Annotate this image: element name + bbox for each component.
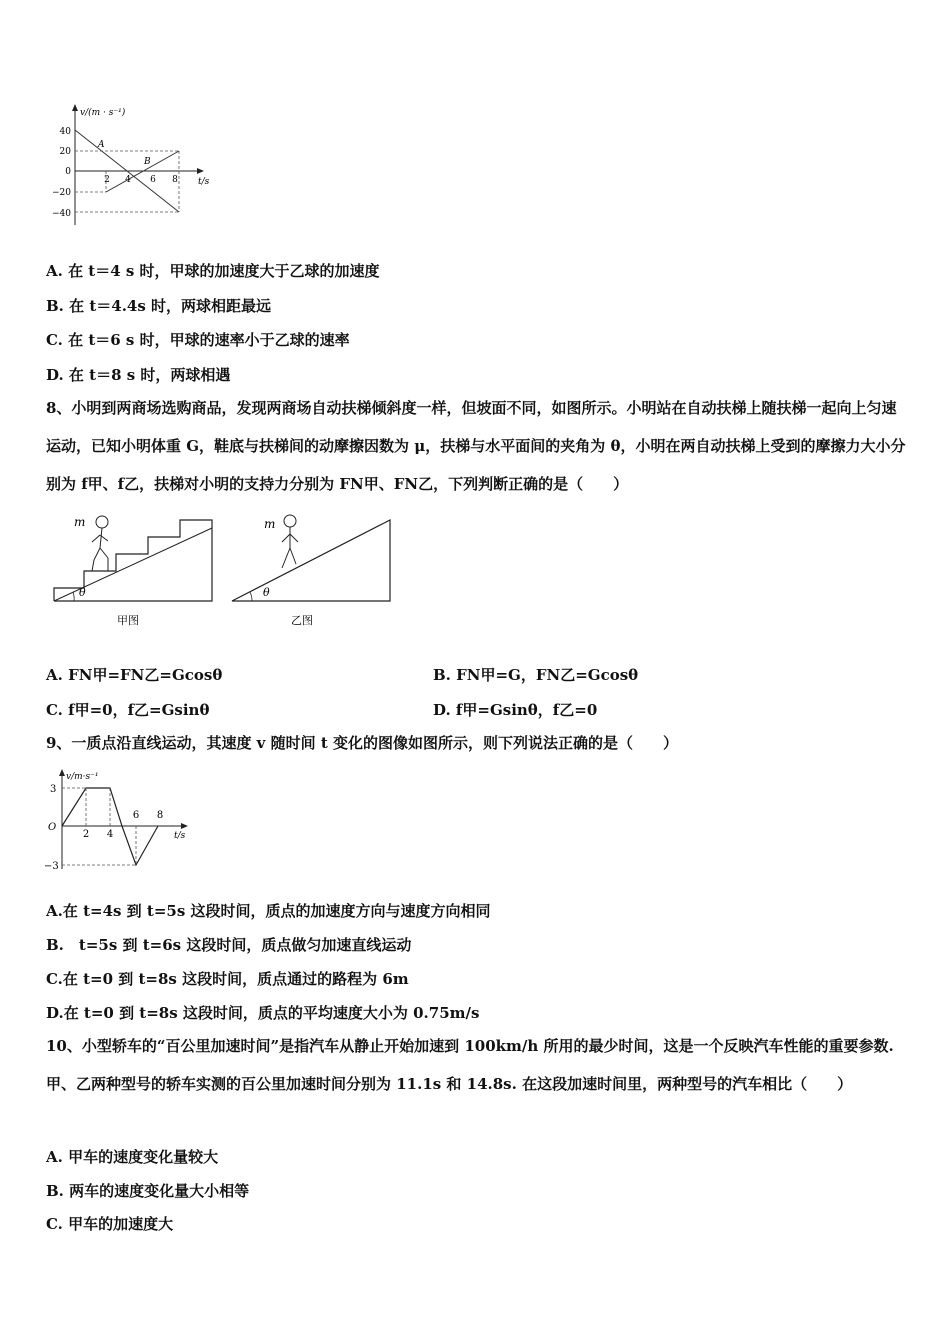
xtick-8: 8 — [156, 810, 164, 821]
xtick-4: 4 — [125, 175, 131, 185]
xtick-6: 6 — [132, 810, 140, 821]
fig-caption-right: 乙图 — [291, 614, 313, 627]
escalator-steps-figure — [54, 515, 212, 627]
xtick-2: 2 — [104, 175, 110, 185]
q7-option-a: A. 在 t＝4 s 时，甲球的加速度大于乙球的加速度 — [46, 262, 380, 280]
xtick-6: 6 — [150, 175, 156, 185]
y-axis-arrow — [72, 104, 78, 111]
angle-arc-right — [250, 592, 252, 601]
q10-option-a: A. 甲车的速度变化量较大 — [46, 1148, 219, 1166]
q7-option-d: D. 在 t＝8 s 时，两球相遇 — [46, 366, 231, 384]
x-axis-label: t/s — [174, 831, 186, 841]
q9-option-b: B. t=5s 到 t=6s 这段时间，质点做匀加速直线运动 — [46, 936, 412, 954]
person-figure-right — [282, 515, 298, 568]
q7-option-c: C. 在 t＝6 s 时，甲球的速率小于乙球的速率 — [46, 331, 350, 349]
label-a: A — [98, 140, 105, 150]
escalator-slope-figure — [232, 515, 390, 627]
x-axis-arrow — [197, 168, 204, 174]
xtick-4: 4 — [106, 829, 114, 840]
slope-triangle — [232, 520, 390, 601]
x-axis-label: t/s — [198, 177, 210, 187]
q7-option-b: B. 在 t＝4.4s 时，两球相距最远 — [46, 297, 272, 315]
q8-option-c: C. f甲=0，f乙=Gsinθ — [46, 701, 210, 719]
incline-line-left — [54, 528, 212, 601]
q8-option-b: B. FN甲=G，FN乙=Gcosθ — [433, 666, 639, 684]
label-b: B — [144, 157, 151, 167]
q8-option-a: A. FN甲=FN乙=Gcosθ — [46, 666, 223, 684]
q8-option-d: D. f甲=Gsinθ，f乙=0 — [433, 701, 598, 719]
q9-option-a: A.在 t=4s 到 t=5s 这段时间，质点的加速度方向与速度方向相同 — [46, 902, 491, 920]
y-axis-label: v/m·s⁻¹ — [66, 772, 99, 782]
ytick-neg20: −20 — [52, 188, 71, 198]
ytick-3: 3 — [50, 784, 57, 795]
ytick-neg40: −40 — [52, 209, 71, 219]
q7-velocity-graph — [50, 100, 230, 235]
origin-label: O — [48, 822, 57, 833]
y-axis-arrow — [59, 769, 65, 776]
q9-option-c: C.在 t=0 到 t=8s 这段时间，质点通过的路程为 6m — [46, 970, 409, 988]
mass-label-left: m — [74, 515, 86, 529]
angle-label-right: θ — [263, 586, 270, 599]
q8-escalator-figures — [46, 508, 406, 632]
xtick-2: 2 — [82, 829, 90, 840]
q10-option-b: B. 两车的速度变化量大小相等 — [46, 1182, 250, 1200]
angle-label-left: θ — [79, 586, 86, 599]
x-axis-arrow — [181, 823, 188, 829]
ytick-neg3: −3 — [44, 861, 59, 872]
q8-text: 8、小明到两商场选购商品，发现两商场自动扶梯倾斜度一样，但坡面不同，如图所示。小明站在自动扶梯上随扶梯一起向上匀速运动，已知小明体重 G，鞋底与扶梯间的动摩擦因数为 μ，扶梯与水平面间的夹角为 θ，小明在两自动扶梯上受到的摩擦力大小分别为 f甲、f乙，扶梯对小明的支持力分别为 FN甲、FN乙，下列判断正确的是（ ） — [46, 399, 906, 493]
fig-caption-left: 甲图 — [117, 614, 139, 627]
ytick-40: 40 — [59, 127, 71, 137]
q9-velocity-graph — [44, 765, 204, 877]
xtick-8: 8 — [172, 175, 178, 185]
stairs-outline — [54, 520, 212, 601]
q9-option-d: D.在 t=0 到 t=8s 这段时间，质点的平均速度大小为 0.75m/s — [46, 1004, 480, 1022]
q9-text: 9、一质点沿直线运动，其速度 v 随时间 t 变化的图像如图所示，则下列说法正确的是（ ） — [46, 734, 678, 752]
mass-label-right: m — [264, 517, 276, 531]
q10-option-c: C. 甲车的加速度大 — [46, 1215, 174, 1233]
angle-arc-left — [73, 592, 74, 601]
ytick-20: 20 — [59, 147, 71, 157]
y-axis-label: v/(m · s⁻¹) — [80, 108, 126, 118]
q10-text: 10、小型轿车的“百公里加速时间”是指汽车从静止开始加速到 100km/h 所用的最少时间，这是一个反映汽车性能的重要参数. 甲、乙两种型号的轿车实测的百公里加速时间分别为 11.1s 和 14.8s. 在这段加速时间里，两种型号的汽车相比（ ） — [46, 1037, 894, 1093]
ytick-0: 0 — [65, 167, 71, 177]
person-figure-left — [92, 516, 108, 571]
